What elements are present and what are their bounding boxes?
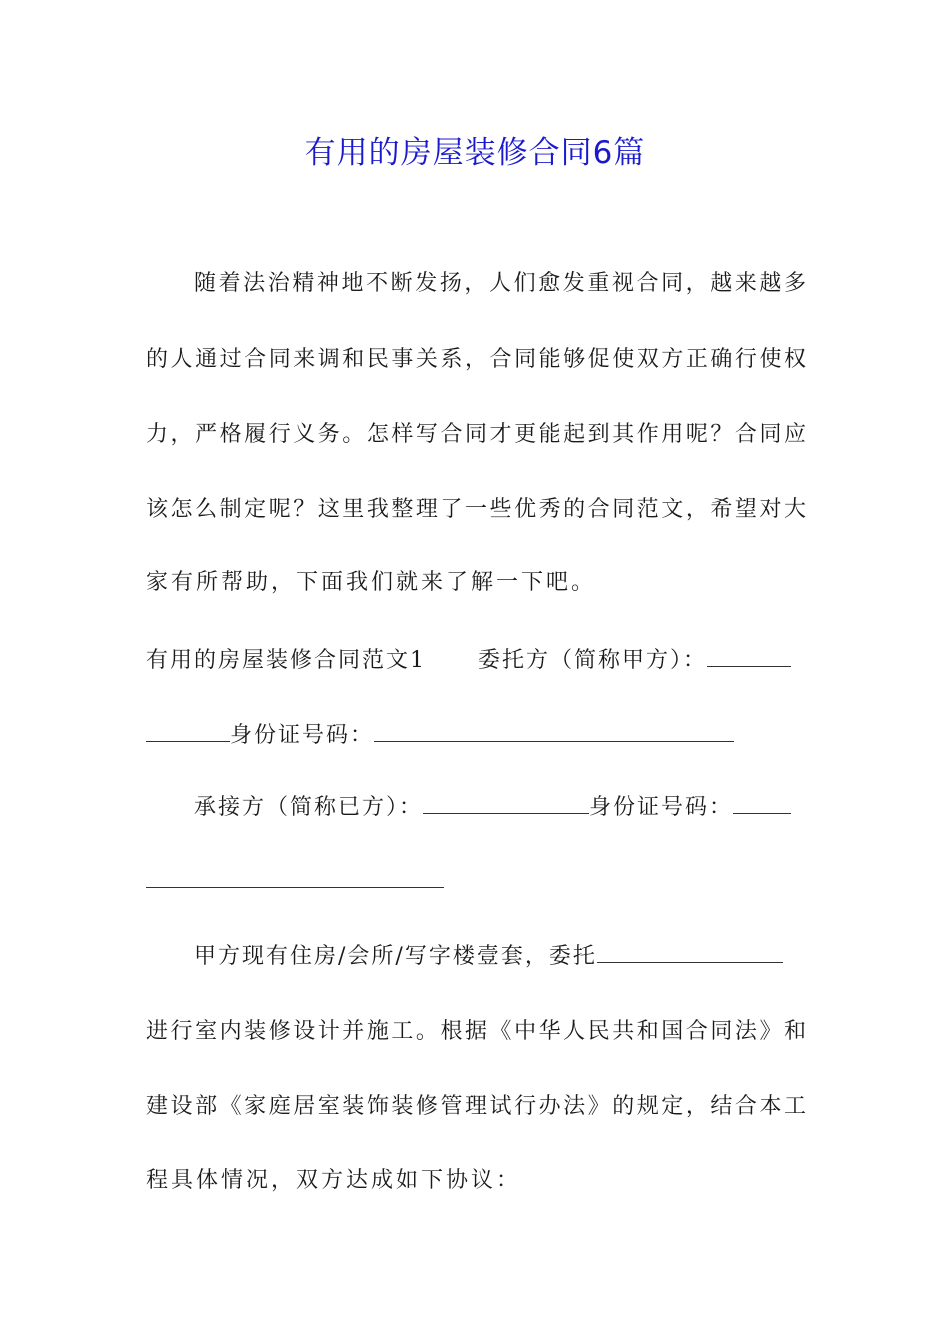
section-heading: 有用的房屋装修合同范文1 — [146, 648, 426, 673]
body-line-1: 甲方现有住房/会所/写字楼壹套，委托 — [194, 944, 597, 969]
party-b-id-blank — [733, 789, 791, 814]
party-b-id-blank-cont — [146, 863, 444, 888]
body-line-1-row — [146, 937, 806, 977]
party-b-id-label: 身份证号码： — [589, 795, 734, 820]
intro-line-4: 该怎么制定呢？这里我整理了一些优秀的合同范文，希望对大 — [146, 497, 806, 522]
intro-line-5: 家有所帮助，下面我们就来了解一下吧。 — [146, 570, 597, 595]
party-a-id-label: 身份证号码： — [230, 723, 375, 748]
party-a-label: 委托方（简称甲方）： — [478, 648, 708, 673]
intro-line-1: 随着法治精神地不断发扬，人们愈发重视合同，越来越多 — [194, 271, 806, 296]
party-b-name-blank — [423, 789, 589, 814]
intro-line-2: 的人通过合同来调和民事关系，合同能够促使双方正确行使权 — [146, 347, 806, 372]
intro-line-3: 力，严格履行义务。怎样写合同才更能起到其作用呢？合同应 — [146, 422, 806, 447]
body-line-4: 程具体情况，双方达成如下协议： — [146, 1168, 522, 1193]
party-a-id-blank — [374, 717, 734, 742]
party-a-name-blank-cont — [146, 717, 230, 742]
party-a-row — [146, 641, 806, 681]
party-b-label: 承接方（简称已方）： — [194, 795, 424, 820]
party-a-name-blank — [707, 642, 791, 667]
document-title: 有用的房屋装修合同6篇 — [304, 135, 646, 171]
body-line-3: 建设部《家庭居室装饰装修管理试行办法》的规定，结合本工 — [146, 1094, 806, 1119]
party-a-id-row — [146, 716, 806, 756]
party-b-row — [146, 788, 806, 828]
party-b-id-row — [146, 862, 806, 902]
body-line-2: 进行室内装修设计并施工。根据《中华人民共和国合同法》和 — [146, 1019, 806, 1044]
contractor-blank — [597, 938, 783, 963]
